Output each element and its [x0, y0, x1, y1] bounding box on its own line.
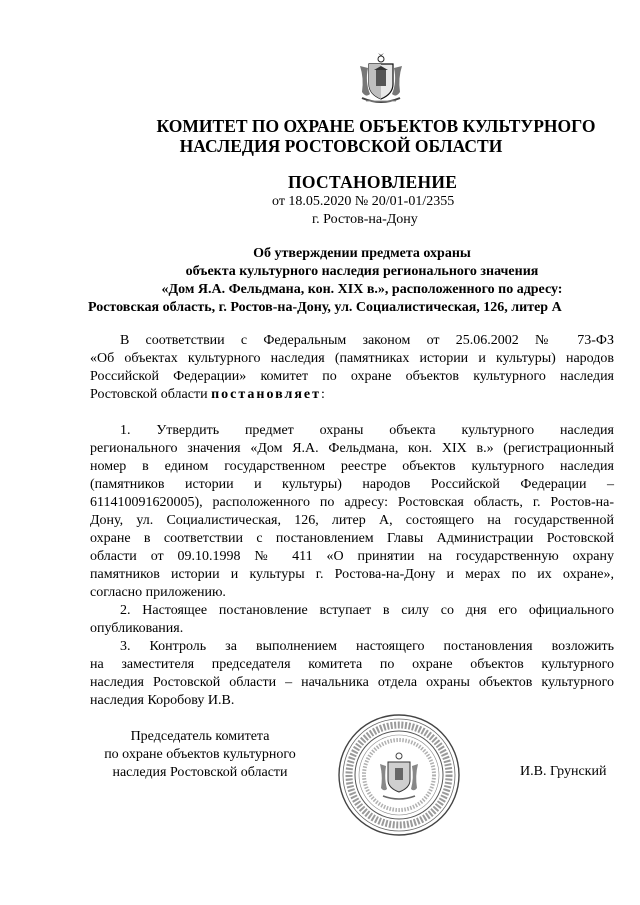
committee-heading-line1: КОМИТЕТ ПО ОХРАНЕ ОБЪЕКТОВ КУЛЬТУРНОГО	[156, 116, 596, 136]
coat-of-arms-emblem	[356, 52, 406, 106]
signer-position-line3: наследия Ростовской области	[112, 765, 288, 780]
signer-position-line1: Председатель комитета	[130, 729, 270, 744]
item1-line4: (памятников истории и культуры) народов Российской Федерации –	[90, 477, 614, 492]
preamble-line1: В соответствии с Федеральным законом от 25.06.2002 № 73-ФЗ	[120, 333, 614, 348]
signer-position-line2: по охране объектов культурного	[104, 747, 296, 762]
official-seal-icon	[336, 712, 462, 838]
decree-date-number: от 18.05.2020 № 20/01-01/2355	[272, 194, 455, 209]
item1-line6: Дону, ул. Социалистическая, 126, литер А, состоящего на государственной	[90, 513, 614, 528]
preamble-line3: Российской Федерации» комитет по охране объектов культурного наследия	[90, 369, 614, 384]
committee-heading-line2: НАСЛЕДИЯ РОСТОВСКОЙ ОБЛАСТИ	[179, 136, 503, 156]
item3-line4: наследия Коробову И.В.	[90, 693, 235, 708]
item3-line1: 3. Контроль за выполнением настоящего постановления возложить	[120, 639, 614, 654]
preamble-line4-end: :	[321, 387, 325, 402]
item2-line1: 2. Настоящее постановление вступает в силу со дня его официального	[120, 603, 614, 618]
preamble-line2: «Об объектах культурного наследия (памятниках истории и культуры) народов	[90, 351, 614, 366]
item1-line8: области от 09.10.1998 № 411 «О принятии на государственную охрану	[90, 549, 614, 564]
decree-city: г. Ростов-на-Дону	[312, 212, 418, 227]
item1-line7: охране в соответствии с постановлением Главы Администрации Ростовской	[90, 531, 614, 546]
preamble-line4	[90, 386, 614, 404]
item1-line1: 1. Утвердить предмет охраны объекта культурного наследия	[120, 423, 614, 438]
item3-line3: наследия Ростовской области – начальника отдела охраны объектов культурного	[90, 675, 614, 690]
item1-line3: номер в едином государственном реестре объектов культурного наследия	[90, 459, 614, 474]
decree-title: ПОСТАНОВЛЕНИЕ	[288, 172, 458, 192]
item1-line10: согласно приложению.	[90, 585, 226, 600]
item1-line9: памятников истории и культуры г. Ростова-на-Дону и мерах по их охране»,	[90, 567, 614, 582]
item1-line2: регионального значения «Дом Я.А. Фельдмана, кон. XIX в.» (регистрационный	[90, 441, 614, 456]
item3-line2: на заместителя председателя комитета по охране объектов культурного	[90, 657, 614, 672]
subject-line1: Об утверждении предмета охраны	[253, 246, 471, 261]
item1-line5: 611410091620005), расположенного по адресу: Ростовская область, г. Ростов-на-	[90, 495, 614, 510]
subject-line3: «Дом Я.А. Фельдмана, кон. XIX в.», расположенного по адресу:	[161, 282, 563, 297]
subject-line2: объекта культурного наследия регионального значения	[185, 264, 539, 279]
signer-name: И.В. Грунский	[520, 764, 607, 779]
subject-line4: Ростовская область, г. Ростов-на-Дону, ул. Социалистическая, 126, литер А	[88, 300, 562, 315]
resolves-word: постановляет	[211, 387, 322, 402]
item2-line2: опубликования.	[90, 621, 184, 636]
preamble-line4-text: Ростовской области	[90, 387, 212, 402]
